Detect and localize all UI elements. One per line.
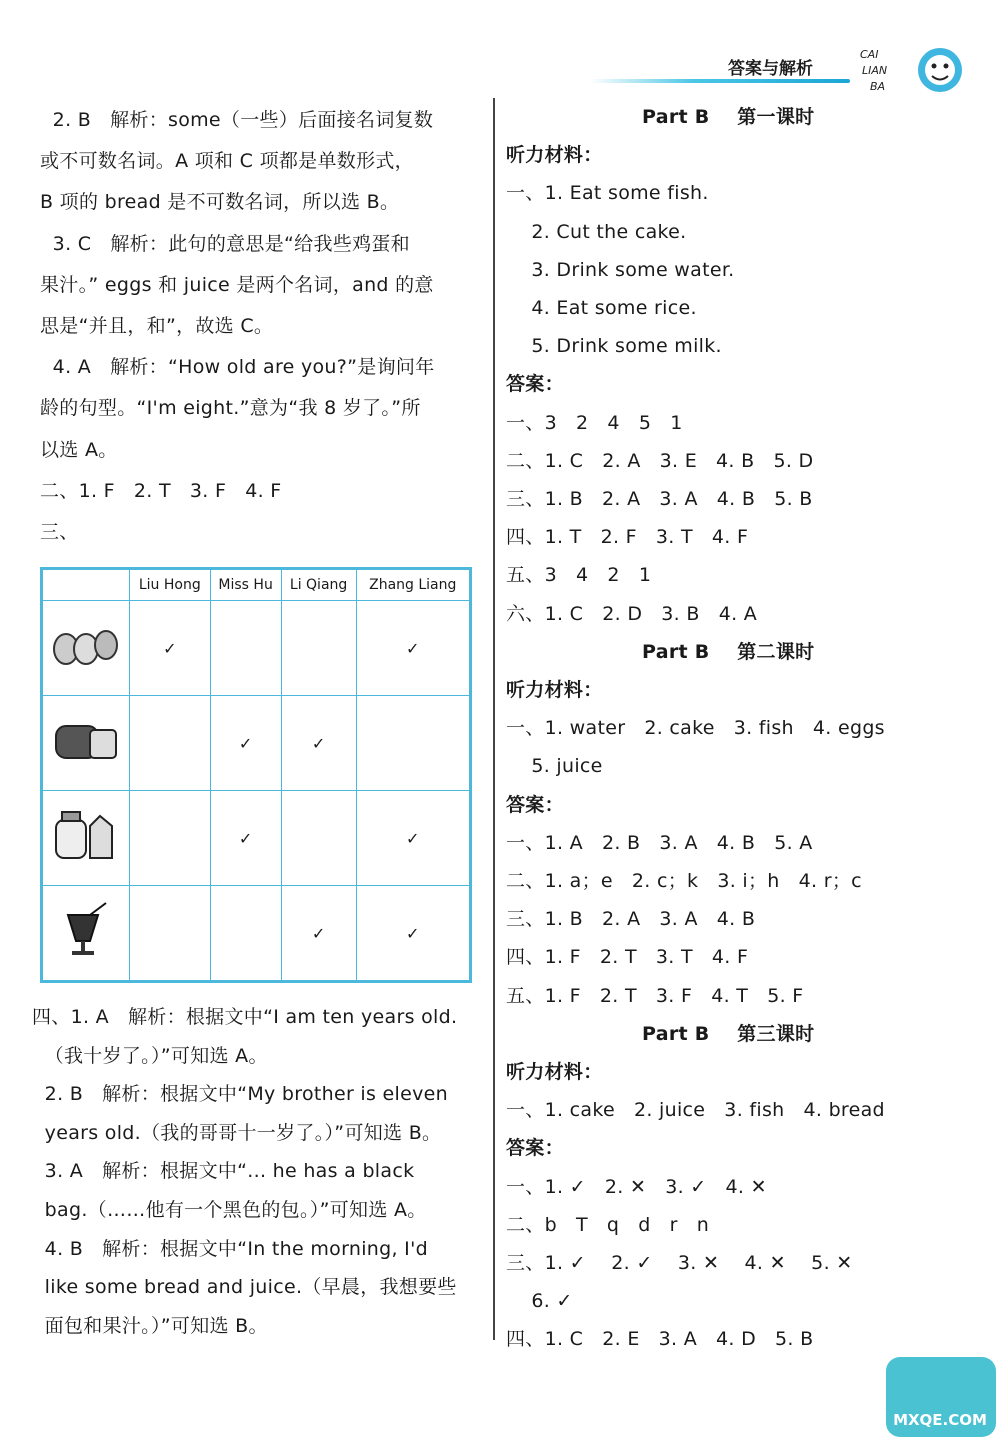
table-cell [130, 791, 211, 886]
section-heading: Part B 第一课时 [642, 106, 815, 128]
table-cell [281, 601, 356, 696]
left-text-line: 四、1. A 解析：根据文中“I am ten years old. [32, 1006, 458, 1028]
right-text-line: 一、1. ✓ 2. ✕ 3. ✓ 4. ✕ [506, 1175, 767, 1198]
table-row [42, 601, 471, 696]
section-heading: Part B 第二课时 [642, 640, 815, 663]
milk-icon [42, 791, 130, 886]
section-heading: 听力材料： [506, 1061, 603, 1083]
left-text-line: bag.（……他有一个黑色的包。）”可知选 A。 [32, 1199, 427, 1221]
table-cell [210, 601, 281, 696]
right-text-line: 三、1. B 2. A 3. A 4. B 5. B [506, 488, 813, 510]
right-text-line: 一、1. A 2. B 3. A 4. B 5. A [506, 831, 813, 854]
table-header-cell: Zhang Liang [356, 569, 470, 601]
table-cell: ✓ [356, 886, 470, 982]
left-text-line: years old.（我的哥哥十一岁了。）”可知选 B。 [32, 1121, 442, 1144]
left-text-line: 思是“并且，和”，故选 C。 [40, 315, 274, 337]
left-text-line: 2. B 解析：some（一些）后面接名词复数 [40, 109, 434, 131]
right-text-line: 二、1. a；e 2. c；k 3. i；h 4. r；c [506, 870, 862, 892]
table-cell [130, 886, 211, 982]
right-text-line: 5. Drink some milk. [506, 335, 722, 358]
left-text-line: B 项的 bread 是不可数名词，所以选 B。 [40, 191, 400, 214]
header-title: 答案与解析 [728, 59, 813, 79]
table-header-cell: Liu Hong [130, 569, 211, 601]
right-text-line: 2. Cut the cake. [506, 220, 687, 243]
left-text-line: （我十岁了。）”可知选 A。 [32, 1044, 268, 1067]
table-cell: ✓ [281, 696, 356, 791]
left-text-line: 三、 [40, 521, 79, 543]
table-header-cell: Li Qiang [281, 569, 356, 601]
left-text-line: 果汁。” eggs 和 juice 是两个名词，and 的意 [40, 273, 434, 296]
right-text-line: 一、3 2 4 5 1 [506, 411, 683, 434]
left-text-line: 4. B 解析：根据文中“In the morning, I'd [32, 1237, 428, 1260]
table-cell [356, 696, 470, 791]
right-text-line: 5. juice [506, 755, 603, 778]
left-text-line: 3. C 解析：此句的意思是“给我些鸡蛋和 [40, 232, 410, 255]
right-text-line: 6. ✓ [506, 1290, 573, 1313]
right-text-line: 一、1. cake 2. juice 3. fish 4. bread [506, 1099, 885, 1122]
table-cell: ✓ [210, 696, 281, 791]
svg-text:BA: BA [870, 80, 886, 93]
right-text-line: 三、1. ✓ 2. ✓ 3. ✕ 4. ✕ 5. ✕ [506, 1252, 853, 1274]
right-text-line: 二、b T q d r n [506, 1213, 710, 1236]
bread-icon [42, 696, 130, 791]
right-text-line: 3. Drink some water. [506, 258, 735, 281]
left-text-line: 或不可数名词。A 项和 C 项都是单数形式， [40, 150, 414, 173]
right-text-line: 四、1. T 2. F 3. T 4. F [506, 526, 749, 549]
table-header-cell [42, 569, 130, 601]
svg-text:LIAN: LIAN [862, 64, 888, 77]
right-text-line: 六、1. C 2. D 3. B 4. A [506, 602, 758, 625]
table-cell: ✓ [356, 791, 470, 886]
left-text-line: 4. A 解析：“How old are you?”是询问年 [40, 356, 435, 379]
left-text-line: like some bread and juice.（早晨，我想要些 [32, 1276, 457, 1299]
section-heading: 答案： [506, 793, 564, 816]
left-text-line: 2. B 解析：根据文中“My brother is eleven [32, 1083, 448, 1106]
table-cell: ✓ [281, 886, 356, 982]
left-text-line: 龄的句型。“I'm eight.”意为“我 8 岁了。”所 [40, 397, 421, 420]
table-cell [130, 696, 211, 791]
right-text-line: 4. Eat some rice. [506, 297, 697, 319]
eggs-icon [42, 601, 130, 696]
right-text-line: 一、1. water 2. cake 3. fish 4. eggs [506, 717, 885, 740]
table-row [42, 886, 471, 982]
left-text-line: 二、1. F 2. T 3. F 4. F [40, 479, 282, 502]
section-heading: Part B 第三课时 [642, 1022, 815, 1045]
svg-text:CAI: CAI [860, 48, 879, 61]
left-text-line: 面包和果汁。）”可知选 B。 [32, 1314, 268, 1337]
cailianba-logo [848, 38, 968, 108]
table-cell [210, 886, 281, 982]
right-text-line: 四、1. F 2. T 3. T 4. F [506, 946, 749, 969]
left-text-line: 以选 A。 [40, 438, 118, 461]
juice-icon [42, 886, 130, 982]
right-text-line: 三、1. B 2. A 3. A 4. B [506, 908, 756, 931]
right-text-line: 二、1. C 2. A 3. E 4. B 5. D [506, 449, 814, 472]
food-check-table [40, 567, 472, 983]
header-bar [590, 79, 850, 83]
table-row [42, 791, 471, 886]
watermark-text: MXQE.COM [893, 1411, 987, 1429]
section-heading: 答案： [506, 373, 564, 396]
right-text-line: 一、1. Eat some fish. [506, 182, 709, 205]
right-text-line: 四、1. C 2. E 3. A 4. D 5. B [506, 1328, 814, 1351]
left-text-line: 3. A 解析：根据文中“... he has a black [32, 1160, 415, 1183]
table-header-cell: Miss Hu [210, 569, 281, 601]
watermark-badge [880, 1345, 1000, 1439]
section-heading: 答案： [506, 1137, 564, 1160]
table-cell: ✓ [356, 601, 470, 696]
table-row [42, 696, 471, 791]
right-text-line: 五、1. F 2. T 3. F 4. T 5. F [506, 984, 804, 1007]
table-cell: ✓ [130, 601, 211, 696]
table-cell [281, 791, 356, 886]
section-heading: 听力材料： [506, 679, 603, 701]
table-cell: ✓ [210, 791, 281, 886]
table-header-row [42, 569, 471, 601]
section-heading: 听力材料： [506, 144, 603, 167]
column-divider [493, 98, 495, 1340]
right-text-line: 五、3 4 2 1 [506, 564, 652, 587]
